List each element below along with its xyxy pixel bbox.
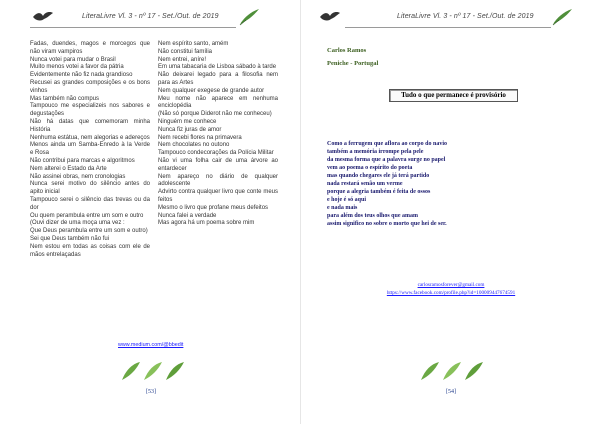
verse-line: Que Deus perambula entre um som e outro) (30, 228, 148, 235)
verse-line: Nem apareço no diário de qualquer adolescente (158, 173, 278, 188)
magazine-title: LiteraLivre Vl. 3 - nº 17 - Set./Out. de 2019 (397, 13, 534, 20)
verse-line: Não contribui para marcas e algoritmos (30, 157, 135, 164)
verse-line: Meu nome não aparece em nenhuma enciclopédia (158, 95, 278, 110)
dove-icon (319, 10, 341, 24)
verse-line: Tampouco condecorações da Polícia Militar (158, 150, 274, 157)
verse-line: Muito menos votei a favor da pátria (30, 64, 124, 71)
verse-line: Não deixarei legado para a filosofia nem para as Artes (158, 72, 278, 86)
facebook-link[interactable]: https://www.facebook.com/profile.php?id=100009447674591 (386, 290, 516, 296)
green-leaves-ornament (118, 360, 188, 382)
email-link[interactable]: carlosramosforever@gmail.com (417, 282, 485, 288)
page-54 (300, 0, 600, 424)
verse-line: Não constitui família (158, 48, 213, 55)
quill-pen-icon (551, 8, 573, 26)
verse-line: Nenhuma estátua, nem alegorias e adereços (30, 134, 150, 141)
verse-line: Menos ainda um Samba-Enredo à la Verde e Rosa (30, 142, 150, 157)
page-number: [54] (446, 389, 456, 395)
verse-line: (Ouvi dizer de uma moça uma vez : (30, 220, 125, 227)
poem-line: vem ao poema o espírito do poeta (327, 165, 413, 171)
verse-line: Nem espírito santo, amém (158, 41, 229, 47)
text-column-right (158, 41, 278, 228)
verse-line: Nem estou em todas as coisas com ele de mãos entrelaçadas (30, 243, 150, 258)
dove-icon (32, 10, 54, 24)
verse-line: Não há datas que comemoram minha História (30, 118, 150, 133)
verse-line: Nem qualquer exegese de grande autor (158, 87, 265, 94)
verse-line: Não vi uma folha cair de uma árvore ao entardecer (158, 157, 278, 172)
author-name: Carlos Ramos (327, 47, 367, 54)
verse-line: Nem chocolates no outono (158, 142, 230, 149)
poem-line: mas quando chegares ele já terá partido (327, 173, 430, 179)
poem-line: Como a ferrugem que aflora ao corpo do navio (327, 141, 447, 147)
verse-line: Tampouco me especializeis nos sabores e degustações (30, 103, 150, 118)
text-column-left (30, 41, 150, 259)
verse-line: Advirto contra qualquer livro que conte meus feitos (158, 189, 278, 203)
verse-line: Mas agora há um poema sobre mim (158, 220, 255, 227)
poem-body (327, 140, 577, 228)
verse-line: Fadas, duendes, magos e morcegos que não viram vampiros (30, 41, 150, 55)
poem-line: da mesma forma que a palavra surge no papel (327, 157, 446, 163)
header-rule (30, 27, 236, 28)
page-header (301, 8, 600, 30)
header-rule (345, 27, 551, 28)
verse-line: Em uma tabacaria de Lisboa sábado à tarde (158, 64, 277, 71)
verse-line: Nem entrei, aníre! (158, 56, 207, 63)
verse-line: Sei que Deus também não fui (30, 235, 110, 242)
poem-title: Tudo o que permanece é provisório (401, 91, 506, 99)
author-location: Peniche - Portugal (327, 60, 379, 67)
verse-line: Nem alterei o Estado da Arte (30, 165, 107, 172)
verse-line: Nem recebi flores na primavera (158, 134, 242, 141)
verse-line: Ou quem perambula entre um som e outro (30, 212, 144, 219)
verse-line: Não assinei obras, nem cronologias (30, 173, 126, 180)
verse-line: Nunca fiz juras de amor (158, 126, 222, 133)
verse-line: Recusei as grandes composições e os bons vinhos (30, 79, 150, 94)
magazine-title: LiteraLivre Vl. 3 - nº 17 - Set./Out. de 2019 (82, 13, 219, 20)
verse-line: Nunca votei para mudar o Brasil (30, 56, 116, 63)
poem-line: para além dos teus olhos que amam (327, 213, 419, 219)
verse-line: Ninguém me conhece (158, 118, 217, 125)
quill-pen-icon (238, 8, 260, 26)
verse-line: Tampouco serei o silêncio das trevas ou da dor (30, 196, 150, 211)
green-leaves-ornament (417, 360, 487, 382)
poem-line: e hoje é só aqui (327, 197, 366, 203)
verse-line: Mas também não compus (30, 95, 100, 102)
verse-line: Mesmo o livro que profane meus defeitos (158, 204, 269, 211)
verse-line: Nunca serei motivo do silêncio antes do apito inicial (30, 181, 150, 196)
poem-line: nada restará senão um verme (327, 181, 403, 187)
poem-line: porque a alegria também é feita de ossos (327, 189, 431, 195)
page-number: [53] (146, 389, 156, 395)
poem-line: e nada mais (327, 205, 358, 211)
poem-title-box (389, 89, 518, 102)
verse-line: Evidentemente não fiz nada grandioso (30, 72, 133, 79)
poem-line: assim significo no sobre o morto que hei de ser. (327, 221, 447, 227)
page-header (0, 8, 300, 30)
verse-line: (Não só porque Diderot não me conheceu) (158, 111, 272, 118)
poem-line: também a memória irrompe pela pele (327, 149, 424, 155)
medium-link[interactable]: www.medium.com/@bbedit (118, 342, 184, 348)
verse-line: Nunca falei a verdade (158, 212, 217, 219)
